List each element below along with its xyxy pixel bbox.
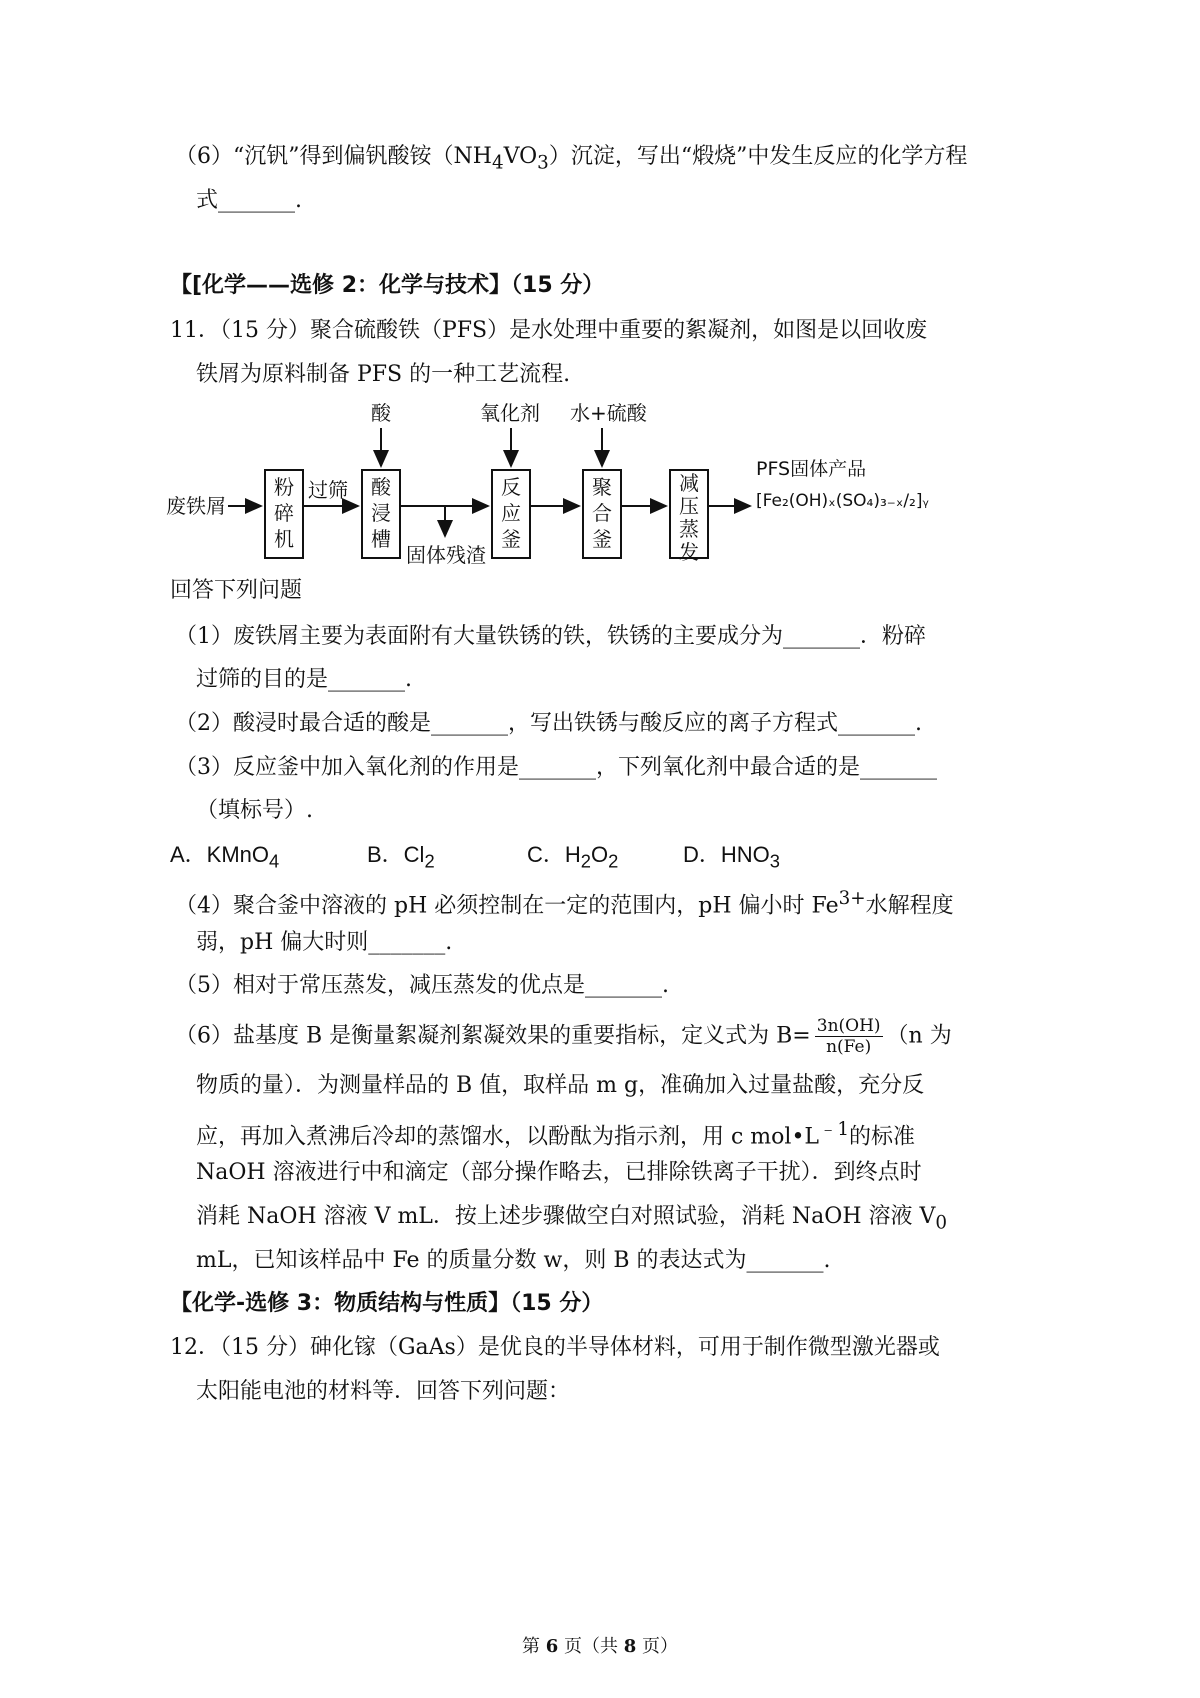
footer-total-pages: 8 [623,1636,637,1657]
q11-part6-line4: NaOH 溶液进行中和滴定（部分操作略去，已排除铁离子干扰）．到终点时 [196,1160,922,1185]
q11-part6-text-c: 应，再加入煮沸后冷却的蒸馏水，以酚酞为指示剂，用 c mol•L [196,1124,820,1150]
reactor-char-2: 应 [501,501,521,525]
q10-part6-sub1: 4 [491,152,504,174]
acid-tank-char-2: 浸 [371,501,391,525]
footer-text-b: 页（共 [558,1636,624,1657]
q11-part6-line2: 物质的量）．为测量样品的 B 值，取样品 m g，准确加入过量盐酸，充分反 [196,1073,925,1098]
acid-tank-char-1: 酸 [371,475,391,499]
crusher-char-3: 机 [274,527,294,551]
option-b-text: B．Cl [367,842,425,867]
reactor-char-1: 反 [501,475,521,499]
fraction-numerator: 3n(OH) [816,1016,881,1036]
option-a [170,840,279,876]
option-c-sub2: 2 [608,850,619,872]
product-label: PFS固体产品 [756,458,867,480]
q11-part1-line1: （1）废铁屑主要为表面附有大量铁锈的铁，铁锈的主要成分为_______．粉碎 [175,624,926,649]
q11-part3-line2: （填标号）. [196,798,313,823]
q10-part6-sub2: 3 [537,152,549,174]
acid-tank-char-3: 槽 [371,527,391,551]
section-heading-elective-2: 【[化学——选修 2：化学与技术】（15 分） [170,273,605,298]
option-a-sub: 4 [269,850,280,872]
q11-intro-line1: 11．（15 分）聚合硫酸铁（PFS）是水处理中重要的絮凝剂，如图是以回收废 [170,318,928,343]
option-c-text: C．H [527,842,581,867]
q10-part6-text-b: VO [503,144,538,169]
q11-part1-line2: 过筛的目的是_______. [196,667,412,692]
q11-part3-line1: （3）反应釜中加入氧化剂的作用是_______，下列氧化剂中最合适的是_______ [175,755,937,780]
polymer-char-2: 合 [592,501,612,525]
evap-char-4: 发 [679,540,699,564]
reactor-char-3: 釜 [501,527,521,551]
q11-intro-line2: 铁屑为原料制备 PFS 的一种工艺流程. [196,362,571,387]
q11-part6-text-c2: 的标准 [849,1124,916,1150]
acid-input-label: 酸 [371,401,391,425]
option-d-sub: 3 [769,850,780,872]
sieve-label: 过筛 [308,478,348,502]
section-heading-elective-3: 【化学-选修 3：物质结构与性质】（15 分） [170,1291,604,1316]
page-footer [0,1632,1200,1658]
answer-prompt: 回答下列问题 [170,578,303,603]
q11-part2: （2）酸浸时最合适的酸是_______，写出铁锈与酸反应的离子方程式_______. [175,711,922,736]
q11-part6-line6: mL，已知该样品中 Fe 的质量分数 w，则 B 的表达式为_______. [196,1248,831,1273]
q12-line2: 太阳能电池的材料等．回答下列问题： [196,1379,571,1404]
q10-part6-line1 [175,142,967,178]
footer-page-number: 6 [545,1636,559,1657]
fraction-denominator: n(Fe) [826,1037,872,1057]
water-acid-label: 水+硫酸 [570,401,647,425]
q10-part6-text-a: “沉钒”得到偏钒酸铵（NH [233,144,492,169]
q11-part5: （5）相对于常压蒸发，减压蒸发的优点是_______. [175,973,669,998]
residue-label: 固体残渣 [406,543,486,567]
option-c-mid: O [590,842,609,867]
option-d [683,840,780,876]
flow-input-label: 废铁屑 [166,494,226,518]
option-b [367,840,435,876]
oxidant-label: 氧化剂 [480,401,540,425]
evap-char-2: 压 [679,494,699,518]
q11-part6-text-b: （n 为 [886,1023,952,1049]
q11-part4-text-a: （4）聚合釜中溶液的 pH 必须控制在一定的范围内，pH 偏小时 Fe [175,893,839,919]
q11-part6-text-e: 消耗 NaOH 溶液 V mL．按上述步骤做空白对照试验，消耗 NaOH 溶液 V [196,1204,936,1229]
product-formula: [Fe₂(OH)ₓ(SO₄)₃₋ₓ/₂]ᵧ [756,491,929,511]
q11-part6-sub: 0 [935,1212,948,1234]
polymer-char-3: 釜 [592,527,612,551]
footer-text-c: 页） [636,1636,678,1657]
polymer-char-1: 聚 [592,475,612,499]
crusher-char-2: 碎 [274,501,294,525]
footer-text-a: 第 [522,1636,546,1657]
option-c-sub1: 2 [580,850,591,872]
option-c [527,840,618,876]
basicity-fraction [815,1016,883,1057]
q11-part6-line5 [196,1202,947,1238]
q11-part4-line1 [175,884,954,921]
q11-part4-line2: 弱，pH 偏大时则_______. [196,930,453,955]
q10-part6-num: （6） [175,144,233,169]
q11-part6-line3 [196,1115,915,1152]
q11-part6-sup: ﹣1 [819,1119,850,1140]
q10-part6-text-c: ）沉淀，写出“煅烧”中发生反应的化学方程 [548,144,968,169]
q10-part6-line2: 式_______. [196,188,302,213]
option-b-sub: 2 [424,850,435,872]
crusher-char-1: 粉 [274,475,294,499]
q12-line1: 12．（15 分）砷化镓（GaAs）是优良的半导体材料，可用于制作微型激光器或 [170,1335,940,1360]
evap-char-3: 蒸 [679,517,699,541]
q11-part4-sup: 3+ [838,888,866,909]
process-flow-diagram [160,398,960,573]
q11-part6-line1 [175,1016,952,1057]
q11-part4-text-b: 水解程度 [865,893,954,919]
option-d-text: D．HNO [683,842,770,867]
q11-part6-text-a: （6）盐基度 B 是衡量絮凝剂絮凝效果的重要指标，定义式为 B= [175,1023,811,1049]
option-a-text: A．KMnO [170,842,270,867]
evap-char-1: 减 [679,471,699,495]
